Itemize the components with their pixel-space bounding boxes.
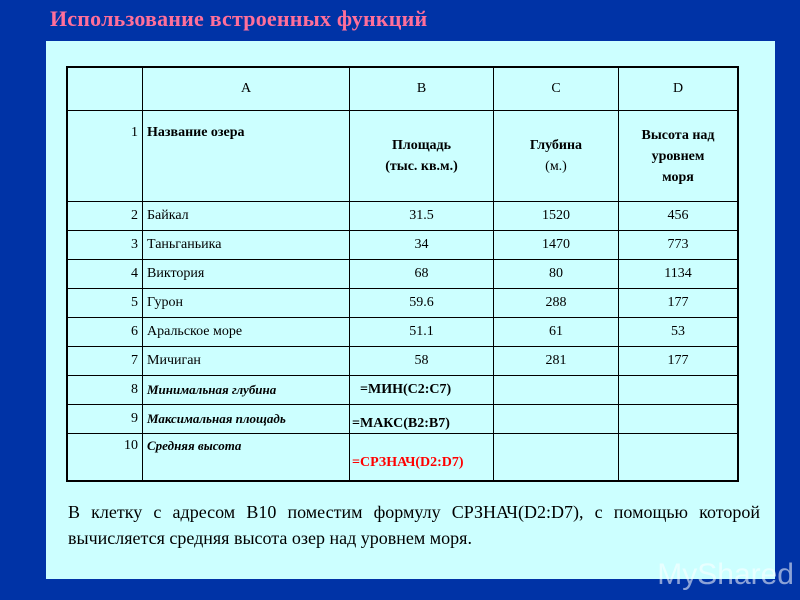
row-number: 5 xyxy=(67,289,143,318)
cell-depth[interactable]: 1470 xyxy=(494,231,619,260)
cell-depth[interactable]: 281 xyxy=(494,347,619,376)
cell-lake-name[interactable]: Гурон xyxy=(143,289,350,318)
header-depth-line1: Глубина xyxy=(529,138,583,153)
column-header-a: A xyxy=(143,67,350,111)
cell-area[interactable]: 58 xyxy=(350,347,494,376)
cell-formula[interactable] xyxy=(350,405,494,434)
cell-empty[interactable] xyxy=(619,405,739,434)
cell-depth[interactable]: 1520 xyxy=(494,202,619,231)
header-altitude-line3: моря xyxy=(662,169,694,185)
header-depth[interactable] xyxy=(494,111,619,202)
cell-area[interactable]: 51.1 xyxy=(350,318,494,347)
formula-text: =МИН(C2:C7) xyxy=(360,382,452,397)
formula-row xyxy=(67,405,738,434)
formula-row xyxy=(67,434,738,482)
cell-altitude[interactable]: 177 xyxy=(619,347,739,376)
cell-depth[interactable]: 288 xyxy=(494,289,619,318)
header-area[interactable] xyxy=(350,111,494,202)
content-panel xyxy=(46,41,775,579)
cell-area[interactable]: 34 xyxy=(350,231,494,260)
row-number: 9 xyxy=(67,405,143,434)
cell-lake-name[interactable]: Таньганьика xyxy=(143,231,350,260)
table-row xyxy=(67,318,738,347)
watermark-logo: MyShared xyxy=(657,558,794,591)
cell-formula-label[interactable]: Минимальная глубина xyxy=(143,376,350,405)
row-number: 2 xyxy=(67,202,143,231)
slide-title: Использование встроенных функций xyxy=(50,6,428,31)
cell-empty[interactable] xyxy=(494,376,619,405)
cell-altitude[interactable]: 1134 xyxy=(619,260,739,289)
table-row xyxy=(67,347,738,376)
cell-area[interactable]: 59.6 xyxy=(350,289,494,318)
row-number: 3 xyxy=(67,231,143,260)
row-number: 8 xyxy=(67,376,143,405)
header-altitude-line2: уровнем xyxy=(651,148,705,164)
header-lake-name[interactable]: Название озера xyxy=(143,111,350,202)
cell-depth[interactable]: 80 xyxy=(494,260,619,289)
row-number: 1 xyxy=(67,111,143,202)
column-header-c: C xyxy=(494,67,619,111)
header-area-line1: Площадь xyxy=(391,138,452,153)
header-altitude[interactable] xyxy=(619,111,739,202)
cell-area[interactable]: 68 xyxy=(350,260,494,289)
column-header-row xyxy=(67,67,738,111)
table-row xyxy=(67,260,738,289)
cell-formula-label[interactable]: Средняя высота xyxy=(143,434,350,482)
table-row xyxy=(67,289,738,318)
cell-altitude[interactable]: 773 xyxy=(619,231,739,260)
cell-depth[interactable]: 61 xyxy=(494,318,619,347)
cell-altitude[interactable]: 177 xyxy=(619,289,739,318)
header-area-line2: (тыс. кв.м.) xyxy=(385,159,458,174)
table-row xyxy=(67,202,738,231)
header-altitude-line1: Высота над xyxy=(641,127,715,143)
row-number: 4 xyxy=(67,260,143,289)
cell-lake-name[interactable]: Виктория xyxy=(143,260,350,289)
row-number: 6 xyxy=(67,318,143,347)
spreadsheet-table xyxy=(66,66,739,482)
formula-text: =СРЗНАЧ(D2:D7) xyxy=(352,455,464,470)
cell-lake-name[interactable]: Байкал xyxy=(143,202,350,231)
formula-row xyxy=(67,376,738,405)
cell-empty[interactable] xyxy=(494,405,619,434)
column-header-d: D xyxy=(619,67,739,111)
corner-cell xyxy=(67,67,143,111)
table-row xyxy=(67,231,738,260)
cell-area[interactable]: 31.5 xyxy=(350,202,494,231)
cell-empty[interactable] xyxy=(494,434,619,482)
cell-empty[interactable] xyxy=(619,434,739,482)
cell-lake-name[interactable]: Аральское море xyxy=(143,318,350,347)
cell-lake-name[interactable]: Мичиган xyxy=(143,347,350,376)
cell-altitude[interactable]: 53 xyxy=(619,318,739,347)
cell-altitude[interactable]: 456 xyxy=(619,202,739,231)
explanation-text: В клетку с адресом B10 поместим формулу СРЗНАЧ(D2:D7), с помощью которой вычисляется средняя высота озер над уровнем моря. xyxy=(68,502,760,548)
cell-formula-label[interactable]: Максимальная площадь xyxy=(143,405,350,434)
cell-formula-active[interactable] xyxy=(350,434,494,482)
table-header-row xyxy=(67,111,738,202)
row-number: 10 xyxy=(67,434,143,482)
cell-formula[interactable] xyxy=(350,376,494,405)
header-depth-line2: (м.) xyxy=(545,159,567,174)
row-number: 7 xyxy=(67,347,143,376)
formula-text: =МАКС(B2:B7) xyxy=(352,416,450,431)
cell-empty[interactable] xyxy=(619,376,739,405)
column-header-b: B xyxy=(350,67,494,111)
